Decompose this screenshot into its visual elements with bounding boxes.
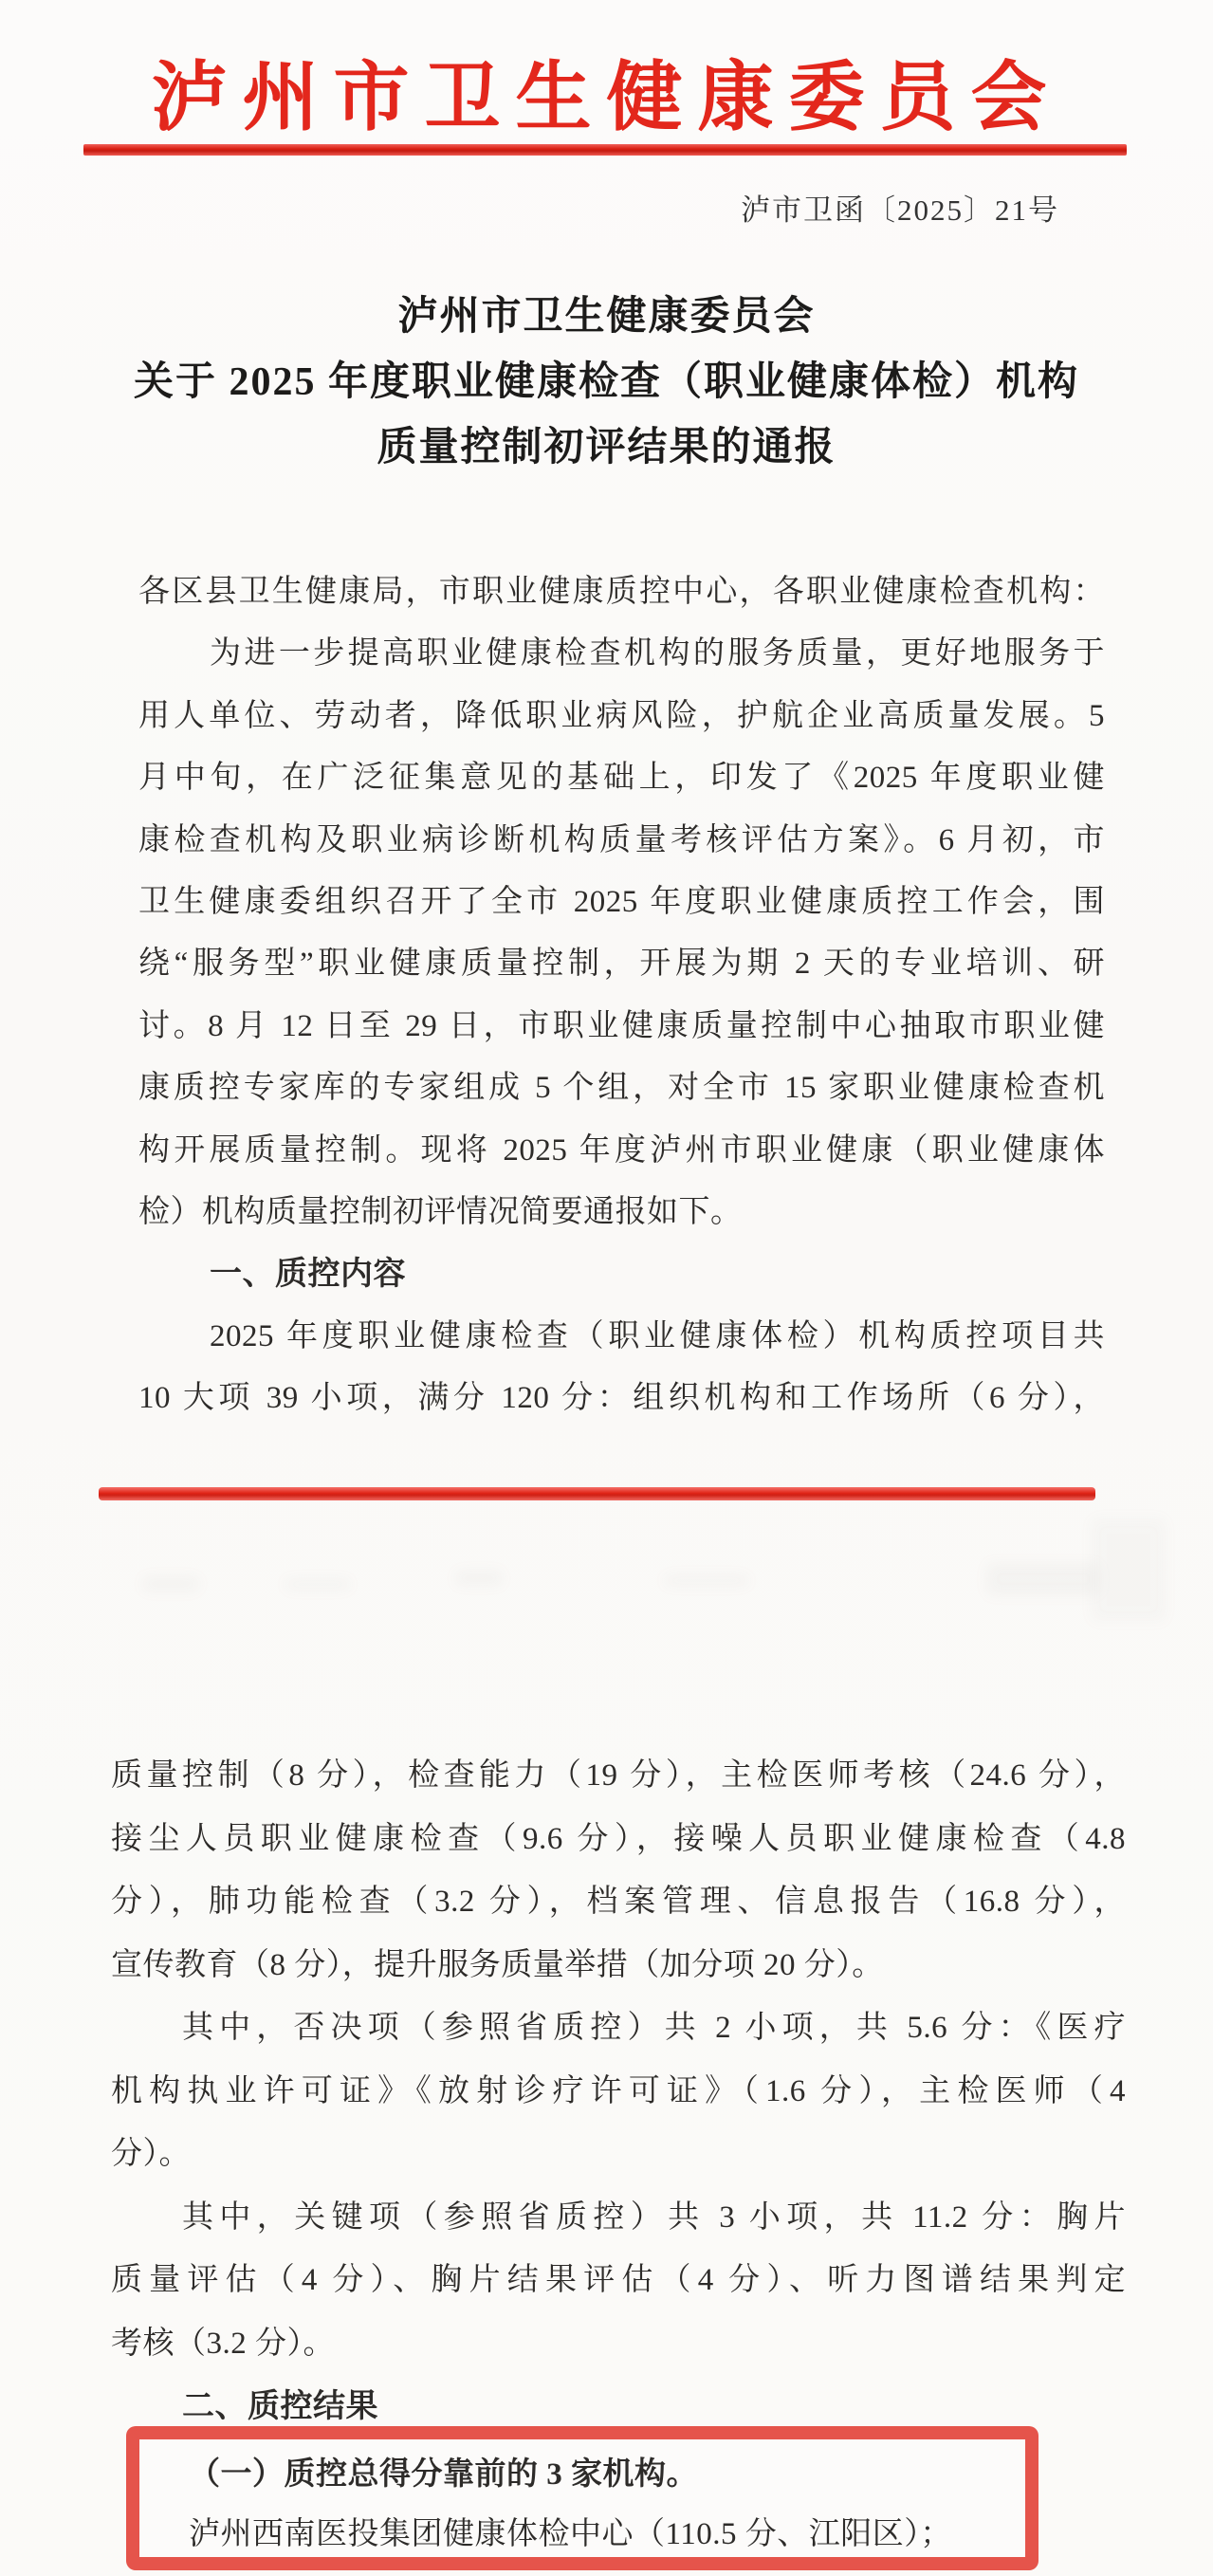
body-line: 绕“服务型”职业健康质量控制，开展为期 2 天的专业培训、研 xyxy=(138,947,1105,982)
page2-body xyxy=(111,1744,1126,2438)
page1-body xyxy=(138,561,1105,1429)
body-line: 质量控制（8 分），检查能力（19 分），主检医师考核（24.6 分）， xyxy=(111,1758,1126,1793)
body-line: 一、质控内容 xyxy=(210,1256,406,1293)
highlight-box xyxy=(126,2426,1038,2570)
scan-artifact xyxy=(986,1563,1100,1595)
body-line: 宣传教育（8 分），提升服务质量举措（加分项 20 分）。 xyxy=(111,1947,884,1982)
body-line: 卫生健康委组织召开了全市 2025 年度职业健康质控工作会，围 xyxy=(138,884,1105,919)
scan-artifact xyxy=(285,1578,351,1591)
scan-artifact xyxy=(455,1571,503,1586)
body-line: 10 大项 39 小项，满分 120 分：组织机构和工作场所（6 分）， xyxy=(138,1381,1105,1416)
letterhead-red-rule xyxy=(83,144,1127,156)
notice-title-line-3: 质量控制初评结果的通报 xyxy=(377,426,836,469)
body-line: 康检查机构及职业病诊断机构质量考核评估方案》。6 月初，市 xyxy=(138,822,1105,857)
body-line: 二、质控结果 xyxy=(182,2388,378,2424)
body-line: 质量评估（4 分）、胸片结果评估（4 分）、听力图谱结果判定 xyxy=(111,2263,1126,2297)
scan-artifact xyxy=(142,1576,199,1592)
notice-title-line-2: 关于 2025 年度职业健康检查（职业健康体检）机构 xyxy=(133,360,1079,404)
body-line: 各区县卫生健康局，市职业健康质控中心，各职业健康检查机构： xyxy=(138,575,1105,609)
body-line: 讨。8 月 12 日至 29 日，市职业健康质量控制中心抽取市职业健 xyxy=(138,1008,1105,1043)
scan-artifact xyxy=(1091,1518,1167,1622)
body-line: 月中旬，在广泛征集意见的基础上，印发了《2025 年度职业健 xyxy=(138,761,1105,796)
body-line: 检）机构质量控制初评情况简要通报如下。 xyxy=(138,1194,743,1229)
body-line: 考核（3.2 分）。 xyxy=(111,2326,335,2361)
letterhead-agency-title: 泸州市卫生健康委员会 xyxy=(151,57,1062,140)
body-line: 为进一步提高职业健康检查机构的服务质量，更好地服务于 xyxy=(210,636,1105,672)
body-line: 构开展质量控制。现将 2025 年度泸州市职业健康（职业健康体 xyxy=(138,1132,1105,1168)
notice-title-line-1: 泸州市卫生健康委员会 xyxy=(397,295,816,339)
highlight-box-line: （一）质控总得分靠前的 3 家机构。 xyxy=(189,2457,698,2492)
body-line: 用人单位、劳动者，降低职业病风险，护航企业高质量发展。5 xyxy=(138,698,1105,733)
notice-title xyxy=(0,285,1213,481)
page-separator-rule xyxy=(99,1487,1095,1500)
body-line: 康质控专家库的专家组成 5 个组，对全市 15 家职业健康检查机 xyxy=(138,1071,1105,1106)
doc-number: 泸市卫函〔2025〕21号 xyxy=(741,193,1059,227)
scan-artifact xyxy=(664,1574,749,1587)
body-line: 2025 年度职业健康检查（职业健康体检）机构质控项目共 xyxy=(210,1318,1105,1353)
body-line: 机构执业许可证》《放射诊疗许可证》（1.6 分），主检医师（4 xyxy=(111,2073,1126,2108)
body-line: 其中，否决项（参照省质控）共 2 小项，共 5.6 分：《医疗 xyxy=(182,2011,1126,2045)
body-line: 接尘人员职业健康检查（9.6 分），接噪人员职业健康检查（4.8 xyxy=(111,1821,1126,1856)
highlight-box-line: 泸州西南医投集团健康体检中心（110.5 分、江阳区）； xyxy=(189,2517,952,2551)
body-line: 分）。 xyxy=(111,2137,191,2171)
body-line: 分），肺功能检查（3.2 分），档案管理、信息报告（16.8 分）， xyxy=(111,1885,1126,1919)
body-line: 其中，关键项（参照省质控）共 3 小项，共 11.2 分：胸片 xyxy=(182,2199,1126,2235)
